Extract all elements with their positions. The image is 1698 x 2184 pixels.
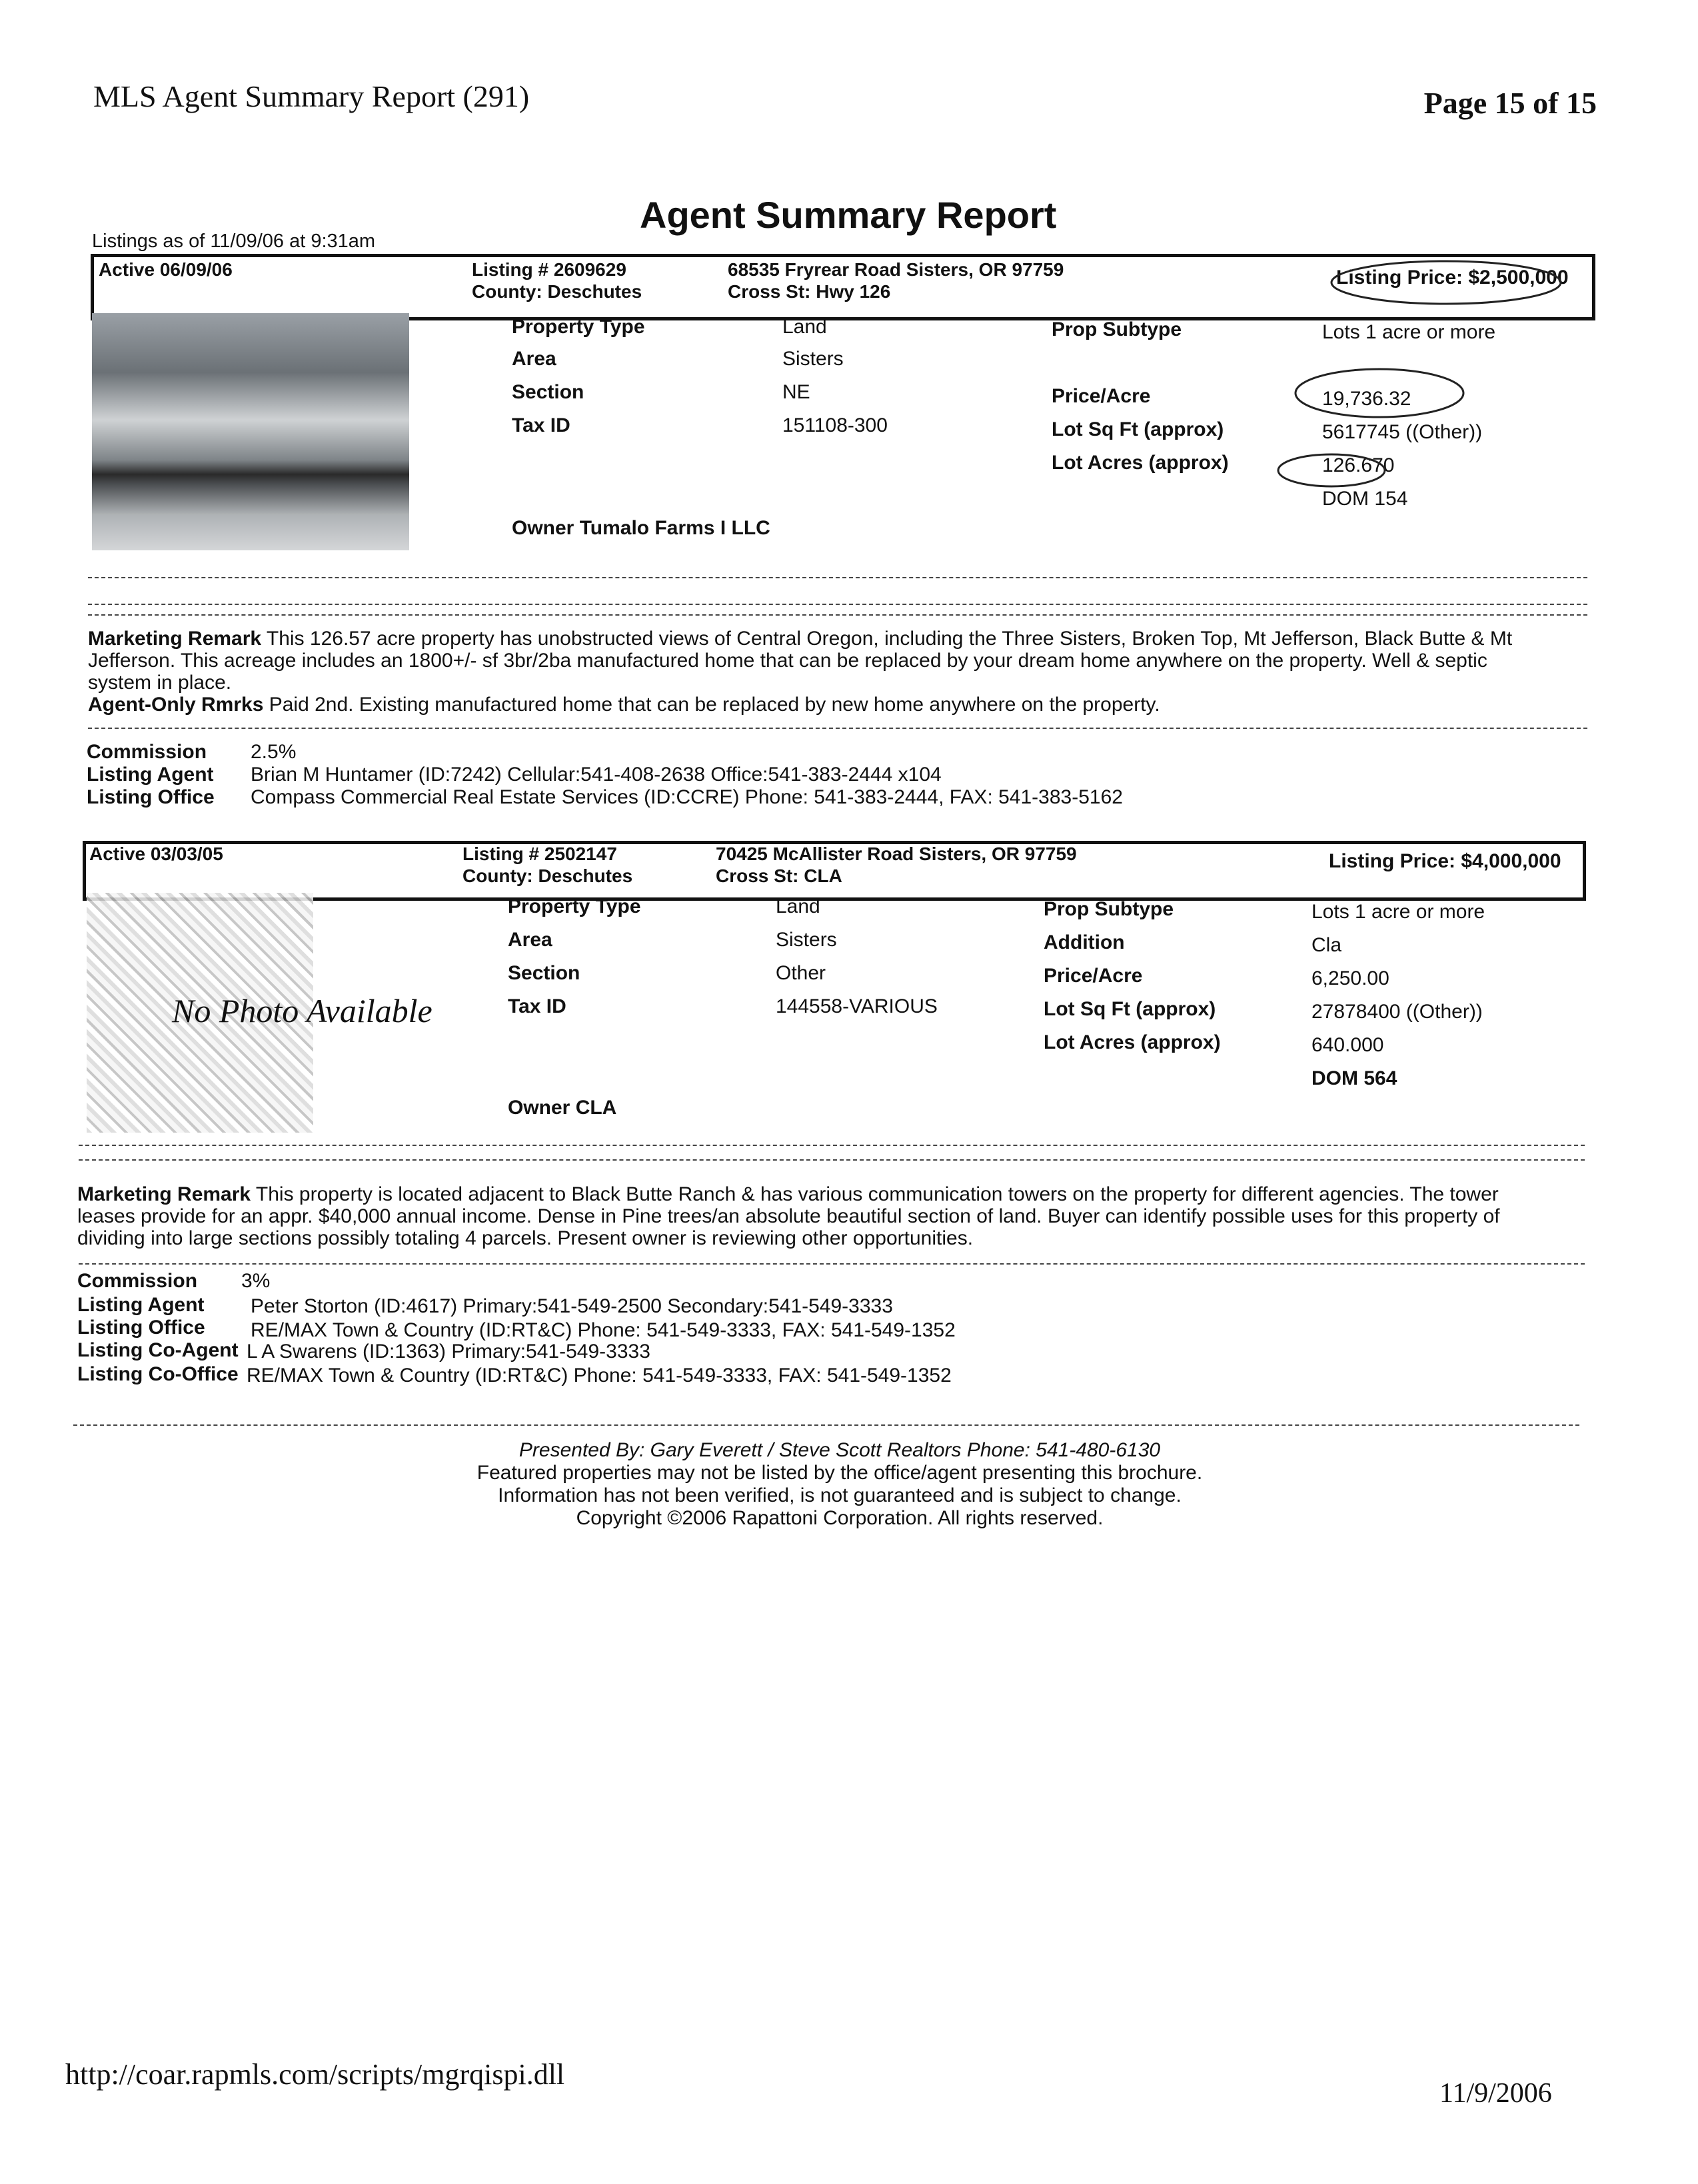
listing2-address: 70425 McAllister Road Sisters, OR 97759 xyxy=(716,843,1077,864)
listing2-county: County: Deschutes xyxy=(462,865,633,886)
listing1-label-property-type: Property Type xyxy=(512,316,645,338)
listing1-address: 68535 Fryrear Road Sisters, OR 97759 xyxy=(728,259,1064,280)
footer-date: 11/9/2006 xyxy=(1439,2078,1552,2109)
listing2-lot-sqft: 27878400 ((Other)) xyxy=(1311,1001,1483,1023)
listing1-label-lot-acres: Lot Acres (approx) xyxy=(1052,452,1229,474)
listing1-marketing-remark-line1: This 126.57 acre property has unobstructed views of Central Oregon, including the Three Sisters, Broken Top, Mt Jefferson, Black Butte & Mt xyxy=(266,628,1513,650)
listing2-number: Listing # 2502147 xyxy=(462,843,617,864)
listing1-marketing-remark xyxy=(88,628,1594,716)
listing2-marketing-remark-label: Marketing Remark xyxy=(77,1183,251,1205)
listing1-prop-subtype: Lots 1 acre or more xyxy=(1322,321,1496,343)
disclaimer-line3: Copyright ©2006 Rapattoni Corporation. All rights reserved. xyxy=(576,1507,1104,1529)
divider xyxy=(79,1159,1585,1161)
listing1-photo xyxy=(92,313,409,550)
listing2-label-tax-id: Tax ID xyxy=(508,995,566,1017)
listing2-status: Active 03/03/05 xyxy=(89,843,223,864)
handwritten-circle-marks xyxy=(1266,233,1613,526)
listing2-label-area: Area xyxy=(508,929,552,951)
listing2-coagent-label: Listing Co-Agent xyxy=(77,1339,239,1361)
listing1-lot-sqft: 5617745 ((Other)) xyxy=(1322,421,1483,443)
listing1-commission-label: Commission xyxy=(87,741,207,763)
listing2-commission-label: Commission xyxy=(77,1270,198,1292)
listing2-addition: Cla xyxy=(1311,934,1342,956)
report-title: Agent Summary Report xyxy=(640,194,1057,236)
listing1-price: Listing Price: $2,500,000 xyxy=(1336,267,1569,288)
listing1-agent: Brian M Huntamer (ID:7242) Cellular:541-408-2638 Office:541-383-2444 x104 xyxy=(251,764,942,786)
listing1-status: Active 06/09/06 xyxy=(99,259,233,280)
listing2-marketing-remark-line1: This property is located adjacent to Black Butte Ranch & has various communication towers on the property for different agencies. The tower xyxy=(255,1183,1499,1205)
page-header-title: MLS Agent Summary Report (291) xyxy=(93,79,530,113)
listing2-office-label: Listing Office xyxy=(77,1317,205,1339)
listing2-marketing-remark-line3: dividing into large sections possibly totaling 4 parcels. Present owner is reviewing other opportunities. xyxy=(77,1227,974,1249)
listing2-commission: 3% xyxy=(241,1270,271,1292)
listing1-label-lot-sqft: Lot Sq Ft (approx) xyxy=(1052,418,1224,440)
disclaimer-line1: Featured properties may not be listed by the office/agent presenting this brochure. xyxy=(476,1462,1203,1484)
listing2-cross-street: Cross St: CLA xyxy=(716,865,842,886)
disclaimer xyxy=(373,1439,1306,1530)
listing2-cooffice-label: Listing Co-Office xyxy=(77,1363,239,1385)
listing2-tax-id: 144558-VARIOUS xyxy=(776,995,938,1017)
listing1-dom: DOM 154 xyxy=(1322,488,1408,510)
listing2-label-lot-sqft: Lot Sq Ft (approx) xyxy=(1044,998,1216,1020)
disclaimer-line2: Information has not been verified, is not guaranteed and is subject to change. xyxy=(498,1484,1182,1506)
listing1-commission: 2.5% xyxy=(251,741,297,763)
listing2-price: Listing Price: $4,000,000 xyxy=(1329,850,1561,872)
presented-by: Presented By: Gary Everett / Steve Scott Realtors Phone: 541-480-6130 xyxy=(518,1439,1161,1461)
listing1-agent-only-label: Agent-Only Rmrks xyxy=(88,694,264,716)
divider xyxy=(88,614,1587,616)
divider xyxy=(79,1145,1585,1146)
listing1-marketing-remark-line3: system in place. xyxy=(88,672,232,694)
listing2-agent: Peter Storton (ID:4617) Primary:541-549-2500 Secondary:541-549-3333 xyxy=(251,1295,893,1317)
listing2-dom: DOM 564 xyxy=(1311,1067,1397,1089)
listing2-area: Sisters xyxy=(776,929,837,951)
listing2-property-type: Land xyxy=(776,895,820,917)
listing2-prop-subtype: Lots 1 acre or more xyxy=(1311,901,1485,923)
listing1-office: Compass Commercial Real Estate Services (ID:CCRE) Phone: 541-383-2444, FAX: 541-383-5162 xyxy=(251,786,1123,808)
listing2-label-section: Section xyxy=(508,962,580,984)
listing1-area: Sisters xyxy=(782,348,844,370)
listing2-label-property-type: Property Type xyxy=(508,895,641,917)
listing1-tax-id: 151108-300 xyxy=(782,414,888,436)
listing1-agent-label: Listing Agent xyxy=(87,764,214,786)
divider xyxy=(88,728,1587,729)
listing2-agent-label: Listing Agent xyxy=(77,1294,205,1316)
listing1-owner: Owner Tumalo Farms I LLC xyxy=(512,517,770,539)
listing1-cross-street: Cross St: Hwy 126 xyxy=(728,281,891,302)
listing2-label-addition: Addition xyxy=(1044,931,1125,953)
listing1-property-type: Land xyxy=(782,316,827,338)
listing2-marketing-remark xyxy=(77,1183,1597,1249)
listing1-agent-only: Paid 2nd. Existing manufactured home that can be replaced by new home anywhere on the property. xyxy=(269,694,1160,716)
page-number: Page 15 of 15 xyxy=(1423,86,1597,120)
listing2-price-acre: 6,250.00 xyxy=(1311,967,1389,989)
listing1-marketing-remark-label: Marketing Remark xyxy=(88,628,262,650)
listing2-section: Other xyxy=(776,962,826,984)
divider xyxy=(88,604,1587,605)
listing1-marketing-remark-line2: Jefferson. This acreage includes an 1800+/- sf 3br/2ba manufactured home that can be replaced by your dream home anywhere on the property. Well & septic xyxy=(88,650,1487,672)
listing2-coagent: L A Swarens (ID:1363) Primary:541-549-3333 xyxy=(247,1341,650,1363)
listing2-lot-acres: 640.000 xyxy=(1311,1034,1384,1056)
listing1-price-acre: 19,736.32 xyxy=(1322,388,1411,410)
listing1-label-tax-id: Tax ID xyxy=(512,414,570,436)
listing2-office: RE/MAX Town & Country (ID:RT&C) Phone: 541-549-3333, FAX: 541-549-1352 xyxy=(251,1319,956,1341)
listing2-label-prop-subtype: Prop Subtype xyxy=(1044,898,1174,920)
listing1-lot-acres: 126.670 xyxy=(1322,454,1395,476)
listing1-label-section: Section xyxy=(512,381,584,403)
listing2-label-price-acre: Price/Acre xyxy=(1044,965,1143,987)
listing2-cooffice: RE/MAX Town & Country (ID:RT&C) Phone: 541-549-3333, FAX: 541-549-1352 xyxy=(247,1365,952,1386)
listing1-section: NE xyxy=(782,381,810,403)
listing2-marketing-remark-line2: leases provide for an appr. $40,000 annual income. Dense in Pine trees/an absolute beautiful section of land. Buyer can identify possible uses for this property of xyxy=(77,1205,1500,1227)
listing2-owner: Owner CLA xyxy=(508,1097,617,1119)
footer-url: http://coar.rapmls.com/scripts/mgrqispi.dll xyxy=(65,2058,565,2091)
listing1-county: County: Deschutes xyxy=(472,281,642,302)
listing1-label-prop-subtype: Prop Subtype xyxy=(1052,318,1182,340)
listing1-label-price-acre: Price/Acre xyxy=(1052,385,1151,407)
divider xyxy=(79,1263,1585,1265)
listing2-no-photo-text: No Photo Available xyxy=(172,992,432,1029)
listing1-number: Listing # 2609629 xyxy=(472,259,626,280)
listing1-office-label: Listing Office xyxy=(87,786,215,808)
listings-as-of: Listings as of 11/09/06 at 9:31am xyxy=(92,231,376,252)
divider xyxy=(88,577,1587,578)
divider xyxy=(73,1424,1579,1426)
listing1-label-area: Area xyxy=(512,348,556,370)
listing2-label-lot-acres: Lot Acres (approx) xyxy=(1044,1031,1221,1053)
